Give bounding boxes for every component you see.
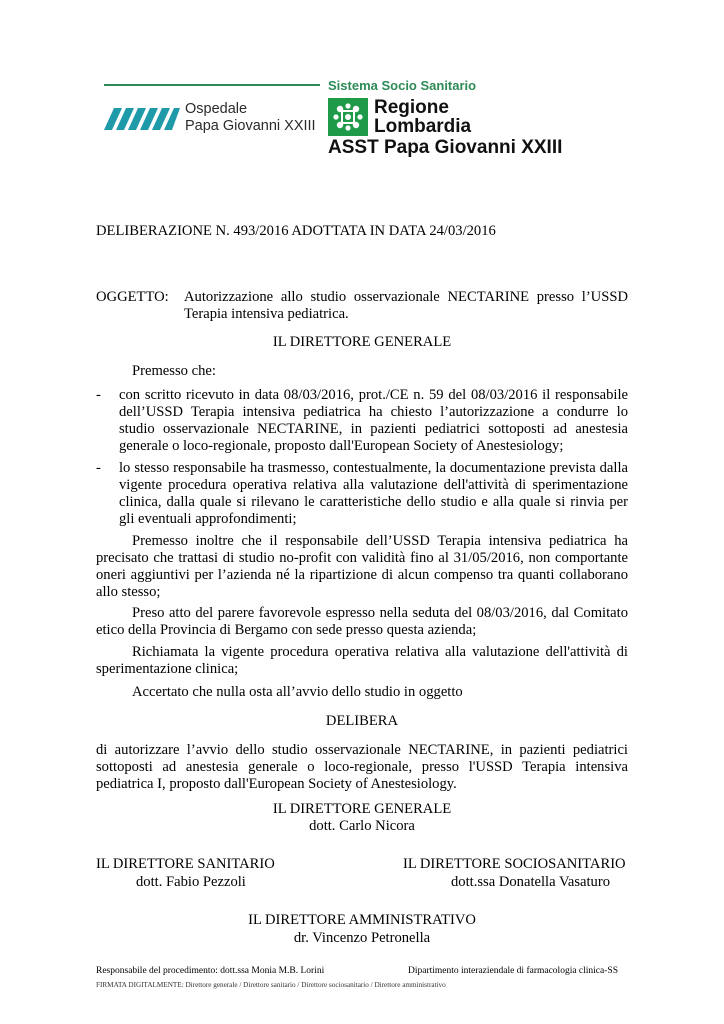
rosa-camuna-icon: [328, 98, 368, 136]
bullet-dash: -: [96, 387, 101, 403]
paragraph-line: Premesso inoltre che il responsabile dell’USSD Terapia intensiva pediatrica ha: [132, 533, 628, 549]
bullet-2: [119, 460, 628, 528]
paragraph-line: allo stesso;: [96, 584, 161, 600]
paragraph-delibera: [96, 742, 628, 793]
premesso-label: Premesso che:: [132, 363, 216, 379]
paragraph-preso-atto: [96, 605, 628, 639]
bullet-1-line: generale o loco-regionale, proposto dall'European Society of Anestesiology;: [119, 438, 564, 454]
oggetto-line1: Autorizzazione allo studio osservazionale NECTARINE presso l’USSD: [184, 289, 628, 305]
signature-dss-title: IL DIRETTORE SOCIOSANITARIO: [403, 856, 626, 872]
bullet-dash: -: [96, 460, 101, 476]
regione-name-line1: Regione: [374, 97, 449, 118]
regione-name-line2: Lombardia: [374, 116, 472, 137]
bullet-2-line: lo stesso responsabile ha trasmesso, contestualmente, la documentazione prevista dalla: [119, 460, 628, 476]
bullet-2-line: gli eventuali approfondimenti;: [119, 511, 297, 527]
bullet-1-line: con scritto ricevuto in data 08/03/2016, prot./CE n. 59 del 08/03/2016 il responsabile: [119, 387, 628, 403]
signature-ds-name: dott. Fabio Pezzoli: [136, 874, 246, 890]
paragraph-line: etico della Provincia di Bergamo con sede presso questa azienda;: [96, 622, 477, 638]
hospital-name: [185, 101, 316, 135]
sistema-socio-sanitario-label: Sistema Socio Sanitario: [328, 78, 477, 93]
paragraph-accertato: Accertato che nulla osta all’avvio dello studio in oggetto: [132, 684, 463, 700]
hospital-name-line1: Ospedale: [185, 101, 248, 117]
bullet-1-line: dell’USSD Terapia intensiva pediatrica ha chiesto l’autorizzazione a condurre lo: [119, 404, 628, 420]
header-rule: [104, 84, 320, 86]
signature-da-title: IL DIRETTORE AMMINISTRATIVO: [248, 912, 476, 928]
footer-dipartimento: Dipartimento interaziendale di farmacologia clinica-SS: [408, 966, 618, 976]
hospital-name-line2: Papa Giovanni XXIII: [185, 118, 316, 134]
paragraph-line: oneri aggiuntivi per l’azienda né la ripartizione di alcun compenso tra quanti collaborano: [96, 567, 628, 583]
signature-dg-name: dott. Carlo Nicora: [309, 818, 415, 834]
paragraph-premesso-inoltre: [96, 533, 628, 601]
delibera-heading: DELIBERA: [325, 713, 399, 729]
asst-name: ASST Papa Giovanni XXIII: [328, 137, 563, 158]
signature-ds-title: IL DIRETTORE SANITARIO: [96, 856, 275, 872]
bullet-1-line: studio osservazionale NECTARINE, in pazienti pediatrici sottoposti ad anestesia: [119, 421, 628, 437]
paragraph-line: sottoposti ad anestesia generale o loco-regionale, presso l'USSD Terapia intensiva: [96, 759, 628, 775]
paragraph-line: pediatrica I, proposto dall'European Society of Anestesiology.: [96, 776, 457, 792]
paragraph-richiamata: [96, 644, 628, 678]
paragraph-line: Richiamata la vigente procedura operativa relativa alla valutazione dell'attività di: [132, 644, 628, 660]
signature-da-name: dr. Vincenzo Petronella: [293, 930, 431, 946]
regione-lombardia-logo: [328, 98, 368, 136]
direttore-generale-heading: IL DIRETTORE GENERALE: [272, 334, 452, 350]
oggetto-label: OGGETTO:: [96, 289, 169, 305]
deliberazione-title: DELIBERAZIONE N. 493/2016 ADOTTATA IN DATA 24/03/2016: [96, 223, 496, 239]
bullet-2-line: vigente procedura operativa relativa alla valutazione dell'attività di sperimentazione: [119, 477, 628, 493]
paragraph-line: sperimentazione clinica;: [96, 661, 239, 677]
footer-firmata: FIRMATA DIGITALMENTE: Direttore generale / Direttore sanitario / Direttore sociosanitario / Direttore amministrativo: [96, 981, 446, 989]
hospital-logo-mark: [104, 104, 180, 130]
bullet-2-line: clinica, dalla quale si rilevano le caratteristiche dello studio e alla quale si rinvia per: [119, 494, 628, 510]
signature-dg-title: IL DIRETTORE GENERALE: [272, 801, 452, 817]
signature-dss-name: dott.ssa Donatella Vasaturo: [451, 874, 611, 890]
oggetto-line2: Terapia intensiva pediatrica.: [184, 306, 349, 322]
paragraph-line: Preso atto del parere favorevole espresso nella seduta del 08/03/2016, dal Comitato: [132, 605, 628, 621]
regione-name: [374, 98, 471, 136]
bullet-1: [119, 387, 628, 455]
paragraph-line: precisato che trattasi di studio no-profit con validità fino al 31/05/2016, non comportante: [96, 550, 628, 566]
footer-responsabile: Responsabile del procedimento: dott.ssa Monia M.B. Lorini: [96, 966, 325, 976]
paragraph-line: di autorizzare l’avvio dello studio osservazionale NECTARINE, in pazienti pediatrici: [96, 742, 628, 758]
